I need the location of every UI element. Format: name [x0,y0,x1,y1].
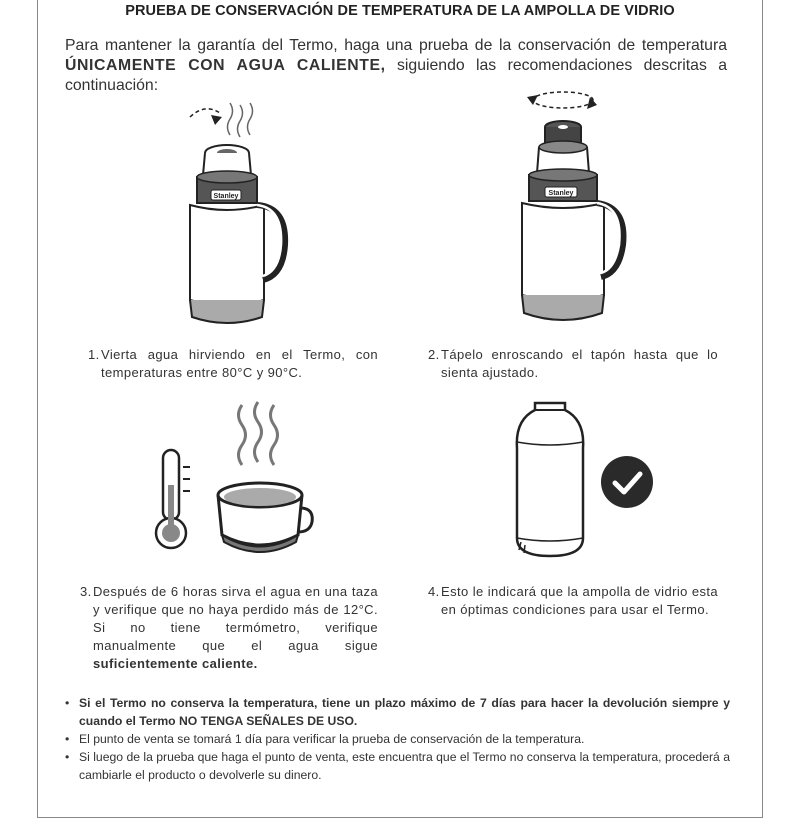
note-item [65,730,730,748]
steaming-cup-icon [210,400,320,570]
step-4-number: 4. [428,584,440,599]
glass-ampoule-icon [505,398,595,568]
notes-list [65,694,730,784]
intro-paragraph [65,36,727,96]
bullet: • [65,750,70,764]
brand-label: Stanley [548,190,574,197]
note-text: El punto de venta se tomará 1 día para verificar la prueba de conservación de la temperatura. [79,732,585,746]
thermos-pour-icon [175,95,295,335]
check-icon [600,455,654,509]
step-3-text [80,583,378,673]
step-4 [428,583,718,619]
note-item [65,748,730,784]
intro-bold: ÚNICAMENTE CON AGUA CALIENTE, [65,57,386,74]
note-item [65,694,730,730]
step-1-number: 1. [88,347,100,362]
bullet: • [65,696,70,710]
step-2-text: Tápelo enroscando el tapón hasta que lo sienta ajustado. [441,347,718,380]
page-title: PRUEBA DE CONSERVACIÓN DE TEMPERATURA DE LA AMPOLLA DE VIDRIO [125,3,675,19]
step-3-text-main: Después de 6 horas sirva el agua en una taza y verifique que no haya perdido más de 12°C. Si no tiene termómetro, verifique manualmente que el agua sigue [93,584,378,653]
note-text: Si el Termo no conserva la temperatura, tiene un plazo máximo de 7 días para hacer la devolución siempre y cuando el Termo NO TENGA SEÑALES DE USO. [79,696,730,728]
step-2 [428,346,718,382]
step-3 [80,583,378,673]
bullet: • [65,732,70,746]
step-4-text: Esto le indicará que la ampolla de vidrio esta en óptimas condiciones para usar el Termo. [441,584,718,617]
step-1 [88,346,378,382]
step-1-text: Vierta agua hirviendo en el Termo, con temperaturas entre 80°C y 90°C. [101,347,378,380]
thermometer-icon [150,445,200,555]
intro-text-2: siguiendo las recomendaciones descritas a continuación: [65,57,727,94]
step-2-number: 2. [428,347,440,362]
intro-text-1: Para mantener la garantía del Termo, haga una prueba de la conservación de temperatura [65,37,727,54]
step-3-number: 3. [80,584,92,599]
thermos-cap-icon [505,85,625,335]
note-text: Si luego de la prueba que haga el punto de venta, este encuentra que el Termo no conserva la temperatura, procederá a cambiarle el producto o devolverle su dinero. [79,750,730,782]
step-3-text-bold: suficientemente caliente. [93,656,258,671]
svg-text:Stanley: Stanley [213,193,239,200]
